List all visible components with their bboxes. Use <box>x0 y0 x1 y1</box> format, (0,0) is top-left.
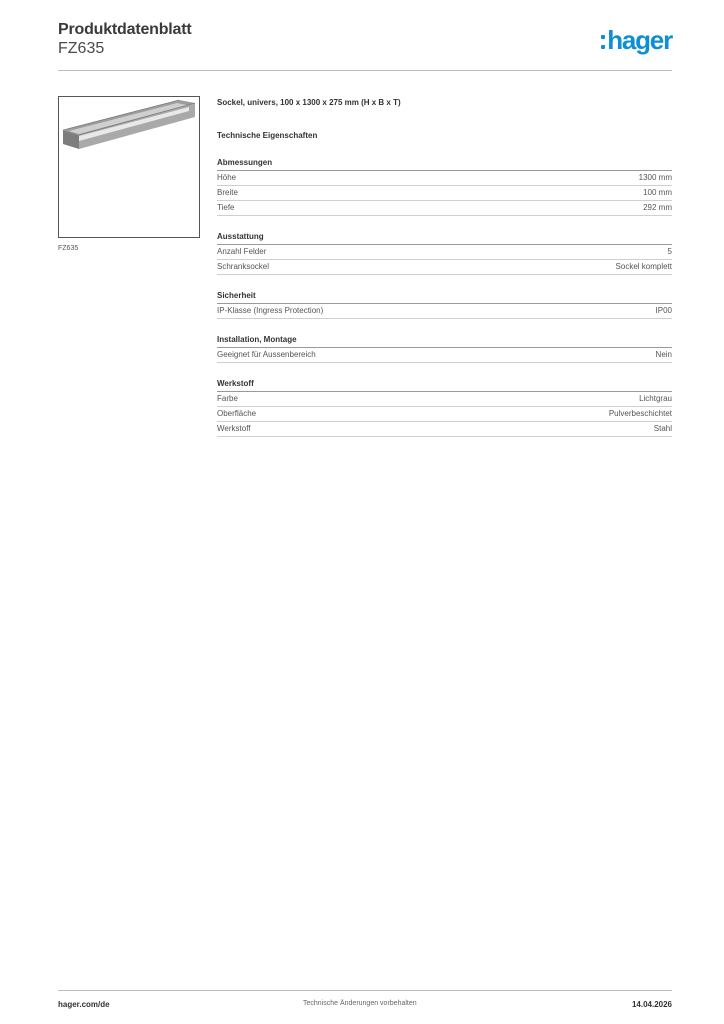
table-row <box>217 348 672 363</box>
section-title: Sicherheit <box>217 289 672 304</box>
section-title: Abmessungen <box>217 156 672 171</box>
section-ausstattung <box>217 230 672 275</box>
product-image <box>58 96 200 238</box>
table-row <box>217 304 672 319</box>
row-value: 5 <box>667 247 672 256</box>
page-title: Produktdatenblatt <box>58 21 192 38</box>
row-value: Pulverbeschichtet <box>608 409 672 418</box>
row-label: Tiefe <box>217 203 235 212</box>
row-label: Breite <box>217 188 238 197</box>
section-sicherheit <box>217 289 672 319</box>
row-label: Farbe <box>217 394 238 403</box>
footer-notice: Technische Änderungen vorbehalten <box>303 1000 417 1007</box>
table-row <box>217 186 672 201</box>
page-header <box>58 20 672 71</box>
section-title: Werkstoff <box>217 377 672 392</box>
row-label: Anzahl Felder <box>217 247 267 256</box>
row-value: IP00 <box>655 306 672 315</box>
page-footer <box>58 990 672 1011</box>
table-row <box>217 171 672 186</box>
logo-text: hager <box>607 25 672 55</box>
row-label: Höhe <box>217 173 237 182</box>
image-caption: FZ635 <box>58 245 79 252</box>
row-label: Oberfläche <box>217 409 257 418</box>
section-title: Installation, Montage <box>217 333 672 348</box>
footer-date: 14.04.2026 <box>631 1000 672 1009</box>
product-description: Sockel, univers, 100 x 1300 x 275 mm (H x B x T) <box>217 98 401 107</box>
table-row <box>217 392 672 407</box>
section-installation <box>217 333 672 363</box>
row-value: 1300 mm <box>638 173 672 182</box>
row-label: IP-Klasse (Ingress Protection) <box>217 306 324 315</box>
row-value: 100 mm <box>643 188 672 197</box>
footer-website-link[interactable]: hager.com/de <box>58 1000 110 1009</box>
row-label: Werkstoff <box>217 424 251 433</box>
row-label: Geeignet für Aussenbereich <box>217 350 316 359</box>
row-value: Stahl <box>653 424 672 433</box>
table-row <box>217 422 672 437</box>
row-value: Lichtgrau <box>639 394 672 403</box>
row-value: Nein <box>655 350 672 359</box>
product-code: FZ635 <box>58 40 105 57</box>
row-value: Sockel komplett <box>615 262 672 271</box>
logo-colon-icon <box>601 35 605 49</box>
table-row <box>217 201 672 216</box>
row-value: 292 mm <box>643 203 672 212</box>
product-details <box>217 97 672 437</box>
table-row <box>217 245 672 260</box>
table-row <box>217 260 672 275</box>
section-title: Ausstattung <box>217 230 672 245</box>
section-werkstoff <box>217 377 672 437</box>
row-label: Schranksockel <box>217 262 270 271</box>
table-row <box>217 407 672 422</box>
plinth-product-image <box>59 97 199 237</box>
section-abmessungen <box>217 156 672 216</box>
hager-logo <box>601 27 672 53</box>
tech-heading: Technische Eigenschaften <box>217 131 318 140</box>
